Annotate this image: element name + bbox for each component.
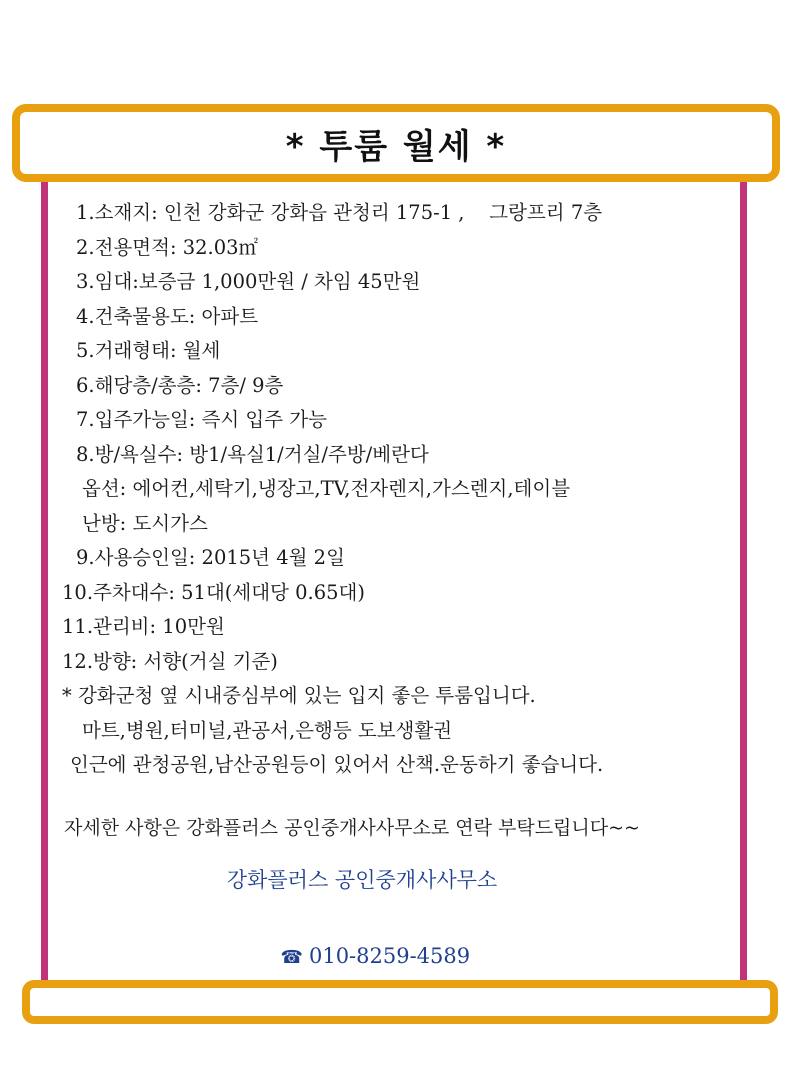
agency-name: 강화플러스 공인중개사사무소 [226, 867, 498, 892]
item-options: 옵션: 에어컨,세탁기,냉장고,TV,전자렌지,가스렌지,테이블 [82, 477, 571, 500]
item-location: 1.소재지: 인천 강화군 강화읍 관청리 175-1 , 그랑프리 7층 [76, 201, 603, 224]
page-title: * 투룸 월세 * [285, 126, 507, 167]
highlight-line-1: * 강화군청 옆 시내중심부에 있는 입지 좋은 투룸입니다. [62, 684, 536, 707]
highlight-line-3: 인근에 관청공원,남산공원등이 있어서 산책.운동하기 좋습니다. [70, 753, 604, 776]
highlight-line-2: 마트,병원,터미널,관공서,은행등 도보생활권 [82, 718, 453, 742]
phone-row [62, 899, 662, 1015]
item-building-use: 4.건축물용도: 아파트 [76, 304, 259, 328]
item-approval-date: 9.사용승인일: 2015년 4월 2일 [76, 546, 345, 569]
item-deal-type: 5.거래형태: 월세 [76, 339, 221, 362]
item-maintenance: 11.관리비: 10만원 [62, 615, 225, 638]
phone-icon: ☎ [280, 946, 303, 968]
item-rent: 3.임대:보증금 1,000만원 / 차임 45만원 [76, 270, 421, 293]
item-direction: 12.방향: 서향(거실 기준) [62, 649, 278, 673]
item-floor: 6.해당층/총층: 7층/ 9층 [76, 373, 284, 397]
item-heating: 난방: 도시가스 [82, 511, 208, 535]
listing-content [62, 196, 742, 1015]
item-move-in: 7.입주가능일: 즉시 입주 가능 [76, 408, 327, 431]
item-area: 2.전용면적: 32.03㎡ [76, 235, 259, 259]
contact-notice: 자세한 사항은 강화플러스 공인중개사사무소로 연락 부탁드립니다~~ [64, 816, 640, 839]
phone-number: 010-8259-4589 [308, 943, 471, 968]
item-rooms: 8.방/욕실수: 방1/욕실1/거실/주방/베란다 [76, 442, 429, 466]
title-banner [12, 104, 780, 182]
item-parking: 10.주차대수: 51대(세대당 0.65대) [62, 580, 365, 604]
